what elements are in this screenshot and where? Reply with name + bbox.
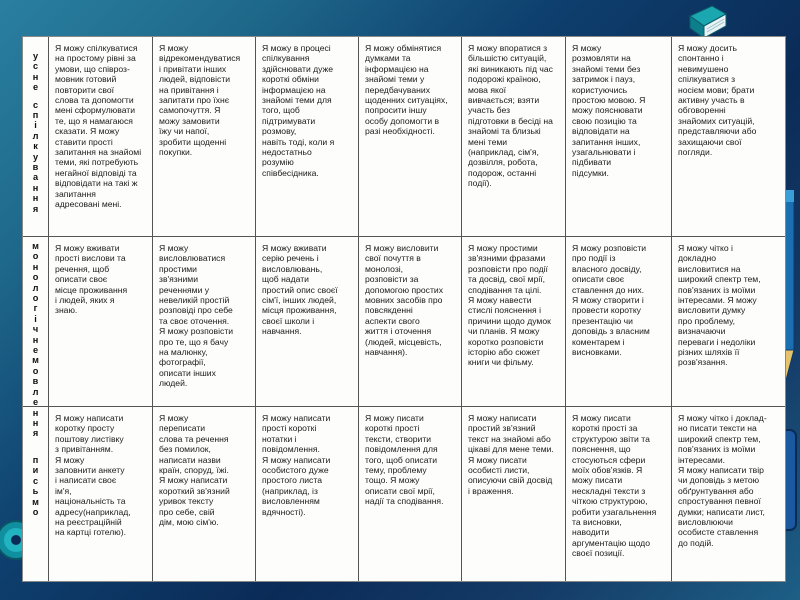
cell-writing-a1: Я можу написати коротку просту поштову листівку з привітанням. Я можу заповнити анкету і написати своє ім'я, національність та адресу(наприклад, на реєстраційній на картці готелю). <box>49 407 153 581</box>
cell-writing-a2-2: Я можу написати прості короткі нотатки і повідомлення. Я можу написати особистого дуже простого листа (наприклад, із висловленням вдячності). <box>256 407 359 581</box>
cell-monologue-a1: Я можу вживати прості вислови та речення, щоб описати своє місце проживання і людей, яких я знаю. <box>49 237 153 407</box>
cell-writing-b1-2: Я можу написати простий зв'язний текст на знайомі або цікаві для мене теми. Я можу писати особисті листи, описуючи свій досвід і враження. <box>462 407 566 581</box>
cell-monologue-a2-1: Я можу висловлюватися простими зв'язними реченнями у невеликій простій розповіді про себе та своє оточення. Я можу розповісти про те, що я бачу на малюнку, фотографії, описати інших людей. <box>153 237 256 407</box>
row-label-writing: п и с ь м о <box>23 407 49 581</box>
cell-spoken-b1-1: Я можу обмінятися думками та інформацією на знайомі теми у передбачуваних щоденних ситуаціях, попросити іншу особу допомогти в разі необхідності. <box>359 37 462 237</box>
cell-monologue-a2-2: Я можу вживати серію речень і висловлювань, щоб надати простий опис своєї сім'ї, інших людей, місця проживання, своєї школи і навчання. <box>256 237 359 407</box>
row-label-monologue: м о н о л о г і ч н е м о в л е н н я <box>23 237 49 407</box>
cell-spoken-b1-3: Я можу розмовляти на знайомі теми без затримок і пауз, користуючись простою мовою. Я можу пояснювати свою позицію та відповідати на запитання інших, узагальнювати і підбивати підсумки. <box>566 37 672 237</box>
cell-spoken-a2-2: Я можу в процесі спілкування здійснювати дуже короткі обміни інформацією на знайомі теми для того, щоб підтримувати розмову, навіть тоді, коли я недостатньо розумію співбесідника. <box>256 37 359 237</box>
cell-writing-b2: Я можу чітко і доклад- но писати тексти на широкий спектр тем, пов'язаних із моїми інтересами. Я можу написати твір чи доповідь з метою обґрунтування або спростування певної думки; написати лист, висловлюючи особисте ставлення до подій. <box>678 413 767 548</box>
descriptor-grid <box>23 37 785 581</box>
cell-writing-b1-1: Я можу писати короткі прості тексти, створити повідомлення для того, щоб описати тему, проблему тощо. Я можу описати свої мрії, надії та сподівання. <box>359 407 462 581</box>
cell-writing-b1-3: Я можу писати короткі прості за структурою звіти та пояснення, що стосуються сфери моїх обов'язків. Я можу писати нескладні тексти з чіткою структурою, робити узагальнення та висновки, наводити аргументацію щодо своєї позиції. <box>566 407 672 581</box>
cell-spoken-b1-2: Я можу впоратися з більшістю ситуацій, які виникають під час подорожі країною, мова якої вивчається; взяти участь без підготовки в бесіді на знайомі та близькі мені теми (наприклад, сім'я, дозвілля, робота, подорож, останні події). <box>462 37 566 237</box>
cell-spoken-b2: Я можу досить спонтанно і невимушено спілкуватися з носієм мови; брати активну участь в обговоренні знайомих ситуацій, представляючи або захищаючи свої погляди. <box>672 37 785 237</box>
language-descriptor-table <box>22 36 786 582</box>
cell-monologue-b2: Я можу чітко і докладно висловитися на широкий спектр тем, пов'язаних із моїми інтересами. Я можу висловити думку про проблему, визначаючи переваги і недоліки різних шляхів її розв'язання. <box>672 237 785 407</box>
cell-monologue-b1-2: Я можу простими зв'язними фразами розповісти про події та досвід, свої мрії, сподівання та цілі. Я можу навести стислі пояснення і причини щодо думок чи планів. Я можу коротко розповісти історію або сюжет книги чи фільму. <box>462 237 566 407</box>
cell-monologue-b1-1: Я можу висловити свої почуття в монолозі, розповісти за допомогою простих мовних засобів про повсякденні аспекти свого життя і оточення (людей, місцевість, навчання). <box>359 237 462 407</box>
row-label-spoken-interaction: у с н е с п і л к у в а н н я <box>23 37 49 237</box>
cell-writing-a2-1: Я можу переписати слова та речення без помилок, написати назви країн, споруд, їжі. Я можу написати короткий зв'язний уривок тексту про себе, свій дім, мою сім'ю. <box>153 407 256 581</box>
cell-spoken-a1: Я можу спілкуватися на простому рівні за умови, що співроз- мовник готовий повторити свої слова та допомогти мені сформулювати те, що я намагаюся сказати. Я можу ставити прості запитання на знайомі теми, які потребують негайної відповіді та відповідати на такі ж запитання адресовані мені. <box>49 37 153 237</box>
cell-monologue-b1-3: Я можу розповісти про події із власного досвіду, описати своє ставлення до них. Я можу створити і провести коротку презентацію чи доповідь з власним коментарем і висновками. <box>566 237 672 407</box>
cell-spoken-a2-1: Я можу відрекомендуватися і привітати інших людей, відповісти на привітання і запитати про їхнє самопочуття. Я можу замовити їжу чи напої, зробити щоденні покупки. <box>153 37 256 237</box>
